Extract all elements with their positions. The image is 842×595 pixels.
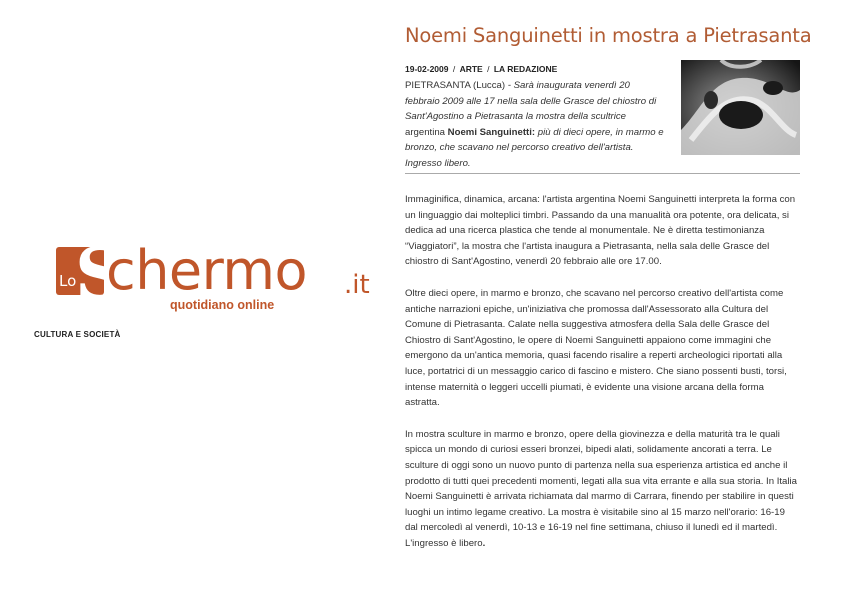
logo-mark (56, 232, 126, 315)
article-paragraph: Oltre dieci opere, in marmo e bronzo, che scavano nel percorso creativo dell'artista come antiche narrazioni epiche, un'iniziativa che promossa dall'Assessorato alla Cultura del Comune di Pietrasanta. Calate nella suggestiva atmosfera della Sala delle Grasce del Chiostro di Sant'Agostino, le opere di Noemi Sanguinetti appaiono come immagini che emergono da un'antica memoria, quasi facendo risalire a reperti archeologici riportati alla luce, portatrici di un messaggio carico di fascino e mistero. Che siano possenti busti, torsi, intense maternità o leggeri uccelli piumati, è evidente una visione arcana della forma astratta. (405, 287, 787, 409)
article-paragraph-last (405, 427, 800, 552)
article-meta (405, 64, 557, 74)
lead-place: PIETRASANTA (Lucca) (405, 80, 506, 91)
section-label[interactable]: CULTURA E SOCIETÀ (34, 330, 121, 339)
sculpture-photo (681, 60, 800, 155)
meta-separator: / (450, 64, 458, 74)
lead-text-b: più di dieci opere, in marmo e bronzo, che scavano nel percorso creativo dell'artista. Ingresso libero. (405, 126, 664, 169)
logo-tagline: quotidiano online (170, 298, 275, 312)
lead-text-a: - Sarà inaugurata venerdì 20 febbraio 2009 alle 17 nella sala delle Grasce del chiostro di Sant'Agostino a Pietrasanta la mostra della scultrice (405, 80, 657, 123)
logo-mark-prefix: Lo (59, 272, 77, 290)
logo-wordmark: chermo (106, 239, 308, 302)
article-date: 19-02-2009 (405, 64, 449, 74)
logo-tld: .it (344, 270, 370, 300)
article-author: LA REDAZIONE (493, 64, 558, 74)
meta-separator: / (484, 64, 492, 74)
lead-nationality: argentina (405, 126, 448, 138)
article-paragraph: Immaginifica, dinamica, arcana: l'artista argentina Noemi Sanguinetti interpreta la forma con un linguaggio dai molteplici timbri. Passando da una manualità ora potente, ora delicata, si dedica ad una ricerca plastica che tende al monumentale. Ne è diretta testimonianza “Viaggiatori”, la mostra che l'artista inaugura a Pietrasanta, nella sala delle Grasce del chiostro di Sant'Agostino, venerdì 20 febbraio alle ore 17.00. (405, 194, 796, 268)
article-category[interactable]: ARTE (459, 64, 483, 74)
article-title: Noemi Sanguinetti in mostra a Pietrasanta (405, 24, 812, 47)
article-paragraph-text: In mostra sculture in marmo e bronzo, opere della giovinezza e della maturità tra le quali spicca un mondo di curiosi esseri bronzei, bipedi alati, solidamente ancorati a terra. Le sculture di oggi sono un nuovo punto di partenza nella sua esperienza artistica ed anche il prodotto di tutti quei precedenti momenti, legati alla sua vita errante e alla sua storia. In Italia Noemi Sanguinetti è arrivata richiamata dal marmo di Carrara, finendo per stabilire in questi luoghi un intimo legame creativo. La mostra è visitabile sino al 15 marzo nell'orario: 16-19 dal mercoledì al venerdì, 10-13 e 16-19 nel fine settimana, chiuso il lunedì ed il martedì. L'ingresso è libero (405, 428, 797, 549)
article-lead (405, 78, 667, 172)
article-body (405, 192, 800, 567)
lead-artist: Noemi Sanguinetti: (447, 126, 536, 138)
sculpture-photo-icon (681, 60, 800, 155)
site-logo[interactable] (56, 232, 386, 320)
logo-mark-letter: S (75, 232, 126, 315)
article-final-period: . (482, 537, 486, 549)
divider (405, 173, 800, 174)
